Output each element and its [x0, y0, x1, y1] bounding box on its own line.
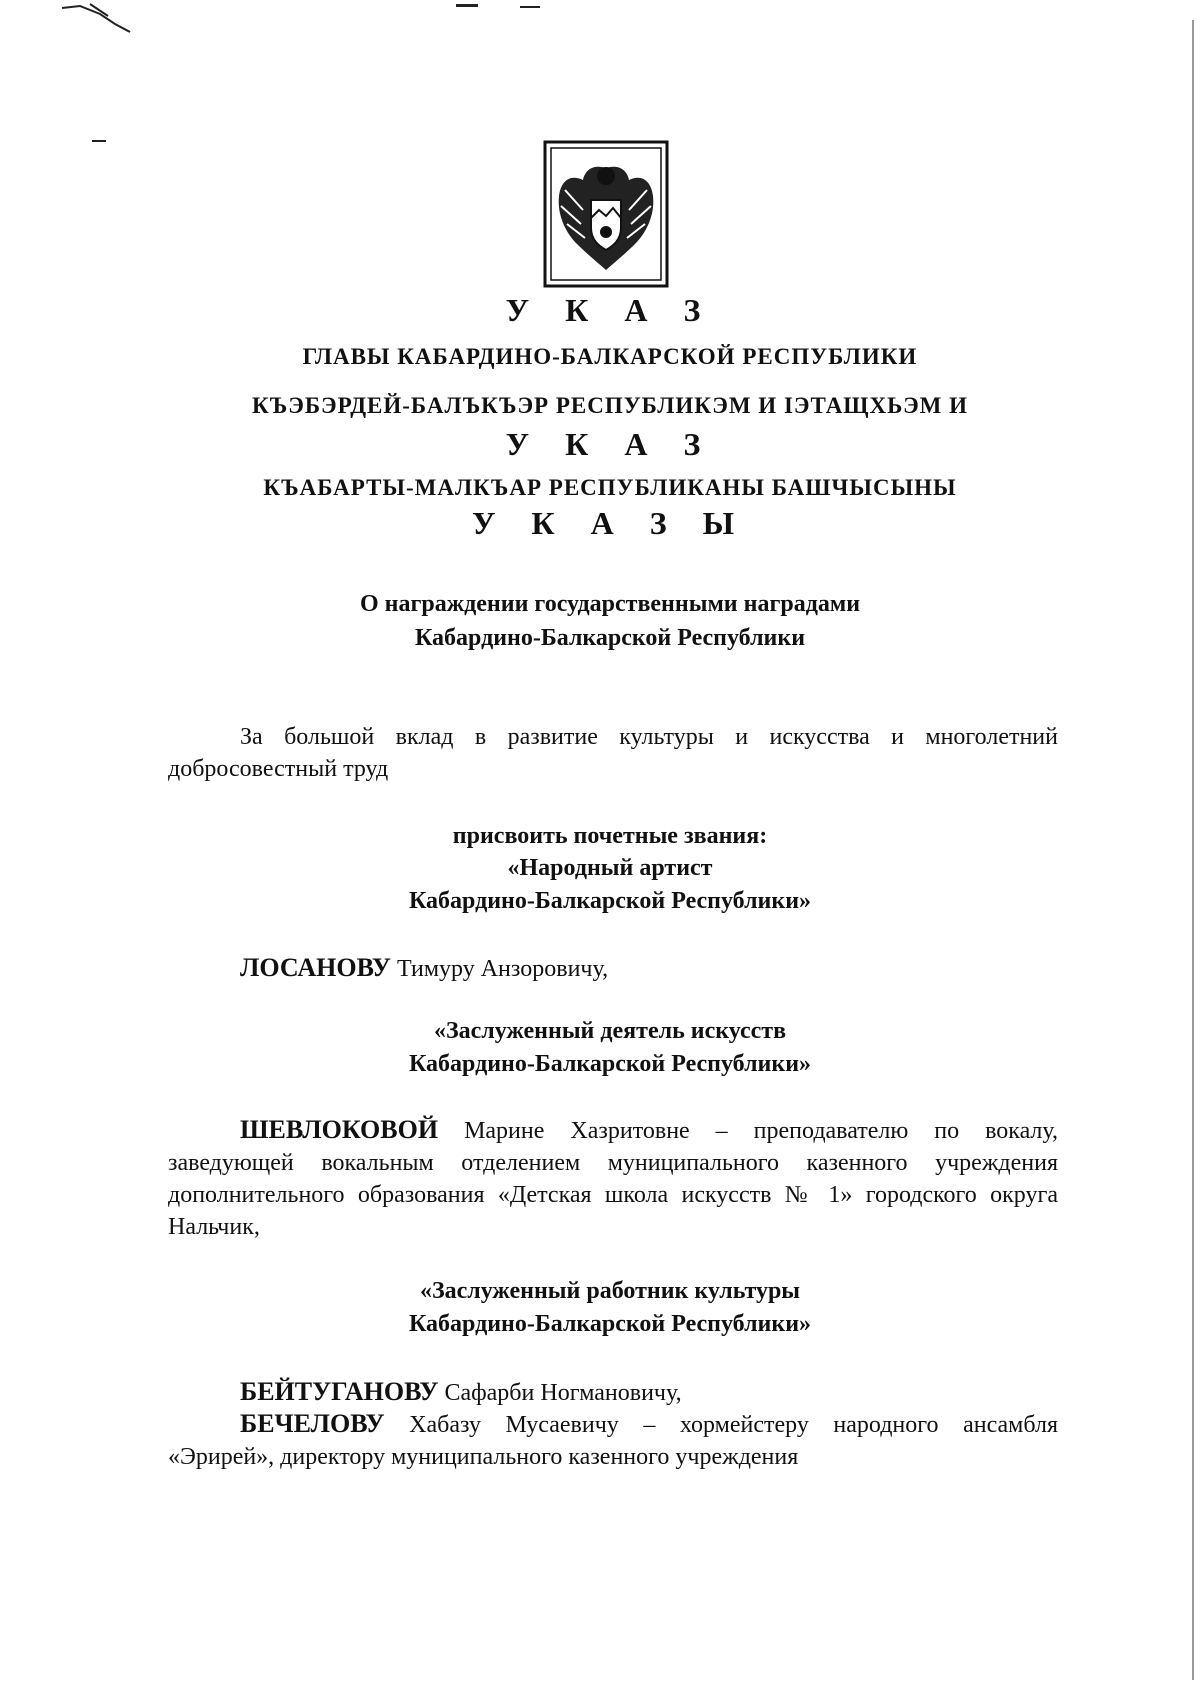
scan-mark-left: [92, 140, 106, 142]
scan-mark-top-1: [456, 4, 478, 7]
subject-line-1: О награждении государственными наградами: [359, 591, 861, 617]
ukaz-title-balkar: У К А З Ы: [471, 505, 749, 541]
header-line-kabardian: КЪЭБЭРДЕЙ-БАЛЪКЪЭР РЕСПУБЛИКЭМ И ІЭТАЩХЬЭМ И: [251, 393, 969, 418]
award-title-1-line-1: «Народный артист: [507, 855, 713, 881]
recipient-paragraph: [168, 1376, 1058, 1409]
award-title-3-line-1: «Заслуженный работник культуры: [419, 1278, 801, 1304]
recipient-paragraph: [168, 952, 1058, 985]
subject-line-2: Кабардино-Балкарской Республики: [414, 625, 806, 651]
ukaz-title-kabardian: У К А З: [505, 426, 715, 462]
award-title-1-line-2: Кабардино-Балкарской Республики»: [408, 888, 812, 914]
recipient-details: Тимуру Анзоровичу,: [396, 956, 609, 982]
preamble-paragraph: За большой вклад в развитие культуры и искусства и многолетний добросовестный труд: [168, 724, 1058, 782]
recipient-surname: ШЕВЛОКОВОЙ: [240, 1115, 439, 1144]
header-line-balkar: КЪАБАРТЫ-МАЛКЪАР РЕСПУБЛИКАНЫ БАШЧЫСЫНЫ: [263, 475, 957, 500]
ukaz-title: У К А З: [505, 292, 715, 328]
award-title-2-line-1: «Заслуженный деятель искусств: [433, 1018, 787, 1044]
scan-edge-right: [1192, 20, 1194, 1680]
recipient-paragraph: [168, 1114, 1058, 1243]
award-title-3-line-2: Кабардино-Балкарской Республики»: [408, 1311, 812, 1337]
award-title-2-line-2: Кабардино-Балкарской Республики»: [408, 1051, 812, 1077]
coat-of-arms-emblem: [543, 140, 669, 288]
kbr-coat-of-arms-icon: [543, 140, 669, 288]
recipient-surname: БЕЧЕЛОВУ: [240, 1409, 385, 1438]
scan-mark-top-2: [520, 6, 540, 8]
recipient-surname: БЕЙТУГАНОВУ: [240, 1377, 439, 1406]
header-line-russian: ГЛАВЫ КАБАРДИНО-БАЛКАРСКОЙ РЕСПУБЛИКИ: [302, 344, 918, 369]
titles-heading: присвоить почетные звания:: [452, 823, 768, 849]
recipient-details: Сафарби Ногмановичу,: [444, 1380, 682, 1406]
recipient-details: Марине Хазритовне – преподавателю по вокалу, заведующей вокальным отделением муниципального казенного учреждения дополнительного образования «Детская школа искусств № 1» городского округа Нальчик,: [168, 1118, 1059, 1240]
recipient-surname: ЛОСАНОВУ: [240, 953, 391, 982]
recipient-paragraph: [168, 1408, 1058, 1473]
recipient-details: Хабазу Мусаевичу – хормейстеру народного ансамбля «Эрирей», директору муниципального казенного учреждения: [168, 1412, 1059, 1470]
